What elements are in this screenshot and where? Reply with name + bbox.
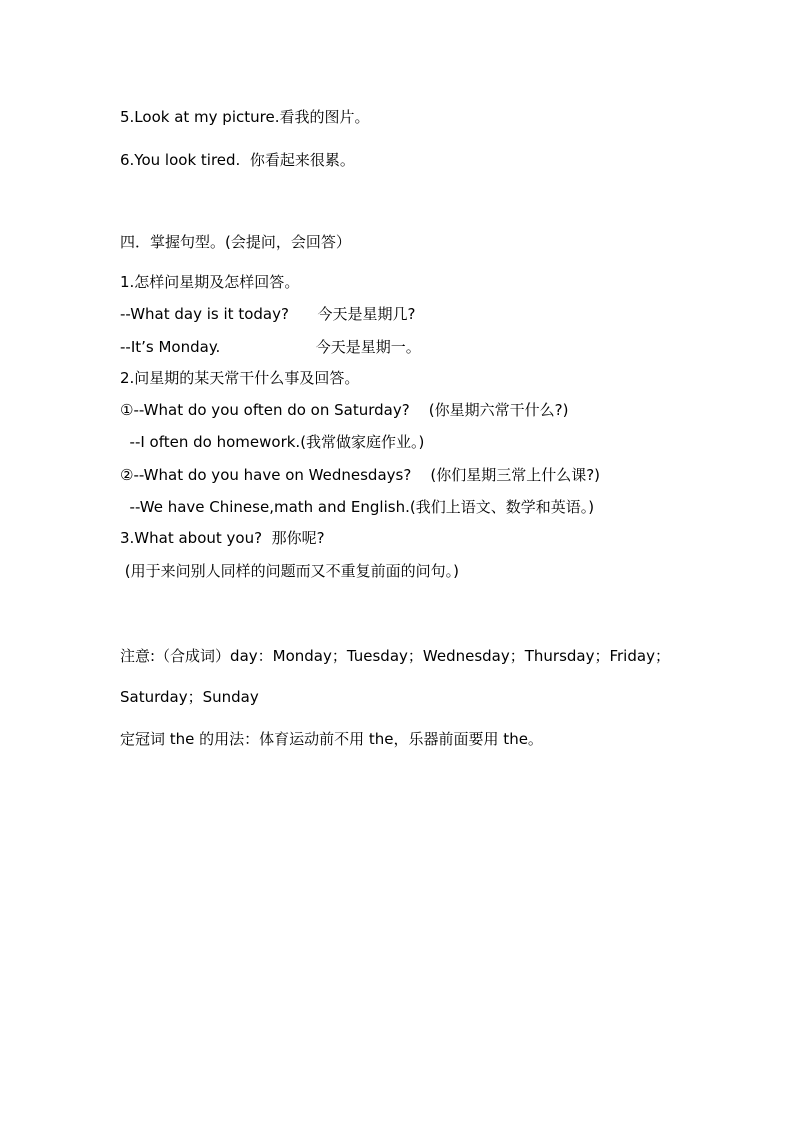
note-usage-what-about-you: (用于来问别人同样的问题而又不重复前面的问句。) (120, 562, 459, 580)
line-5-look-at-picture: 5.Look at my picture.看我的图片。 (120, 108, 370, 126)
section-heading-sentence-patterns: 四．掌握句型。(会提问，会回答） (120, 233, 351, 251)
dialogue-what-day-question: --What day is it today? 今天是星期几? (120, 305, 416, 323)
dialogue-its-monday-answer: --It’s Monday. 今天是星期一。 (120, 338, 421, 356)
note-definite-article-the: 定冠词 the 的用法：体育运动前不用 the，乐器前面要用 the。 (120, 730, 543, 748)
dialogue-subjects-answer: --We have Chinese,math and English.(我们上语文、数学和英语。) (120, 498, 595, 516)
item-1-ask-weekday: 1.怎样问星期及怎样回答。 (120, 273, 300, 291)
note-compound-words-days-cont: Saturday；Sunday (120, 688, 259, 706)
note-compound-words-days: 注意:（合成词）day：Monday；Tuesday；Wednesday；Thursday；Friday； (120, 647, 670, 665)
line-6-you-look-tired: 6.You look tired. 你看起来很累。 (120, 151, 355, 169)
item-3-what-about-you: 3.What about you? 那你呢? (120, 529, 325, 547)
item-2-weekday-activities: 2.问星期的某天常干什么事及回答。 (120, 369, 360, 387)
dialogue-wednesday-question: ②--What do you have on Wednesdays? (你们星期三常上什么课?) (120, 466, 601, 484)
dialogue-saturday-question: ①--What do you often do on Saturday? (你星期六常干什么?) (120, 401, 569, 419)
dialogue-homework-answer: --I often do homework.(我常做家庭作业。) (120, 433, 425, 451)
